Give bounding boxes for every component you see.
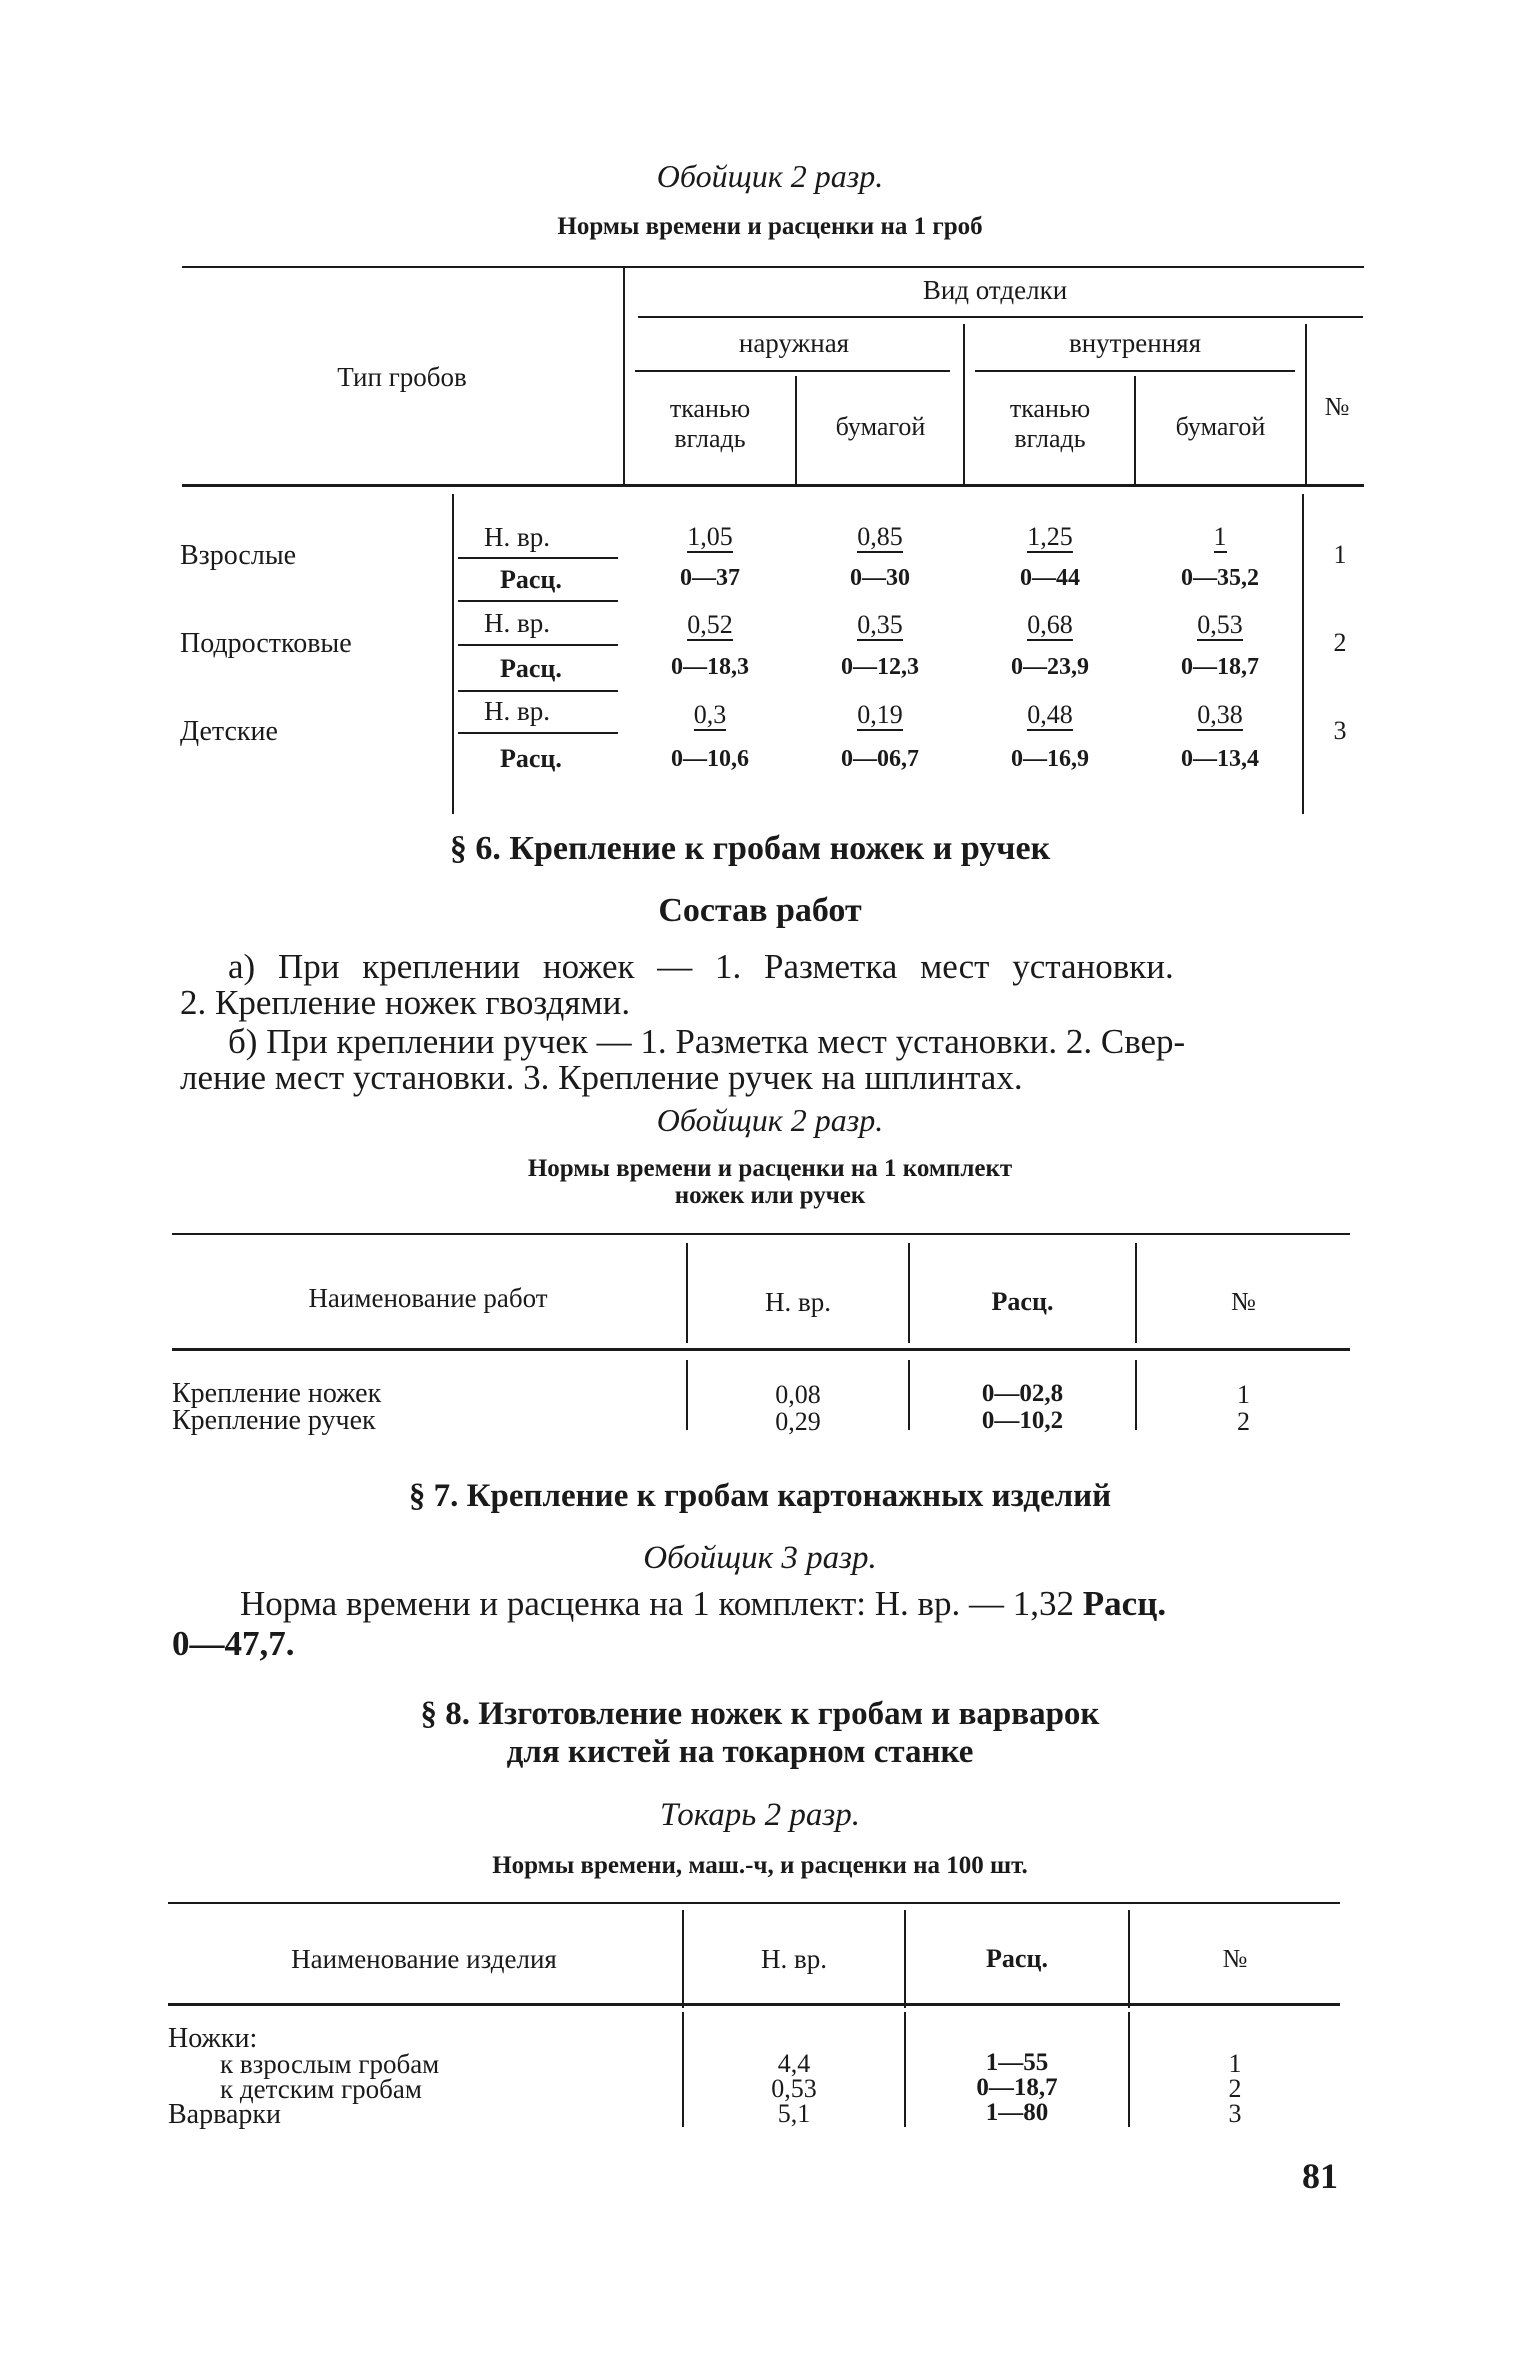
t2-row-name: Крепление ножек xyxy=(172,1378,382,1409)
t1-cell-rasc: 0—10,6 xyxy=(671,746,749,772)
s7-text-rasc: Расц. xyxy=(1082,1584,1167,1623)
s8-heading-1: § 8. Изготовление ножек к гробам и варварок xyxy=(420,1696,1100,1732)
t2-col-nvr: Н. вр. xyxy=(765,1287,831,1317)
s7-text-1 xyxy=(240,1584,1166,1624)
t1-label-rasc: Расц. xyxy=(500,565,562,594)
t3-row-name: Варварки xyxy=(168,2099,281,2130)
t3-col-rasc: Расц. xyxy=(986,1944,1048,1973)
t3-cell-rasc: 1—55 xyxy=(985,2049,1049,2076)
t1-cell-nvr: 1,05 xyxy=(687,522,733,551)
t1-cell-nvr: 0,53 xyxy=(1197,610,1243,639)
t1-row-name: Взрослые xyxy=(180,540,297,571)
s8-worker: Токарь 2 разр. xyxy=(660,1797,860,1833)
t3-row-num: 2 xyxy=(1228,2074,1242,2103)
t1-col-fabric-inner: тканью вгладь xyxy=(1009,394,1091,453)
t3-cell-rasc: 0—18,7 xyxy=(976,2074,1058,2101)
s6-para-a-1: а) При креплении ножек — 1. Разметка мест установки. xyxy=(228,947,1174,986)
t1-cell-nvr: 0,68 xyxy=(1027,610,1073,639)
t1-col-paper-outer: бумагой xyxy=(835,412,926,441)
t3-col-name: Наименование изделия xyxy=(291,1944,557,1974)
s7-worker: Обойщик 3 разр. xyxy=(643,1540,877,1576)
t1-col-type: Тип гробов xyxy=(337,362,467,392)
t3-group: Ножки: xyxy=(168,2023,258,2054)
t1-col-num: № xyxy=(1324,392,1350,421)
page-number: 81 xyxy=(1302,2156,1338,2196)
t1-row-num: 1 xyxy=(1333,540,1347,569)
t1-col-finish: Вид отделки xyxy=(922,275,1068,305)
s6-para-a-2: 2. Крепление ножек гвоздями. xyxy=(180,983,631,1022)
t1-cell-nvr: 1,25 xyxy=(1027,522,1073,551)
t2-row-num: 2 xyxy=(1237,1407,1250,1436)
t1-label-rasc: Расц. xyxy=(500,744,562,773)
t2-cell-nvr: 0,08 xyxy=(775,1380,821,1409)
t1-col-fabric-outer: тканью вгладь xyxy=(669,394,751,453)
t1-cell-rasc: 0—30 xyxy=(850,565,910,591)
t2-col-name: Наименование работ xyxy=(308,1283,548,1313)
t1-label-rasc: Расц. xyxy=(500,654,562,683)
t2-cell-rasc: 0—02,8 xyxy=(981,1380,1064,1407)
t1-row-name: Детские xyxy=(180,716,278,747)
t1-cell-nvr: 0,52 xyxy=(687,610,733,639)
t1-label-nvr: Н. вр. xyxy=(484,608,550,638)
t1-col-outer: наружная xyxy=(738,328,850,358)
t1-cell-nvr: 1 xyxy=(1213,522,1227,551)
t1-cell-rasc: 0—18,3 xyxy=(671,654,749,680)
t1-worker: Обойщик 2 разр. xyxy=(656,158,884,194)
s7-heading: § 7. Крепление к гробам картонажных изделий xyxy=(408,1478,1112,1514)
t3-row-num: 3 xyxy=(1228,2099,1242,2128)
t1-cell-nvr: 0,85 xyxy=(857,522,903,551)
t1-cell-rasc: 0—18,7 xyxy=(1181,654,1259,680)
t1-row-num: 2 xyxy=(1333,628,1347,657)
t1-col-inner: внутренняя xyxy=(1068,328,1202,358)
t1-cell-rasc: 0—13,4 xyxy=(1181,746,1259,772)
t1-cell-nvr: 0,38 xyxy=(1197,700,1243,729)
s8-caption: Нормы времени, маш.-ч, и расценки на 100 шт. xyxy=(492,1852,1028,1879)
t1-row-num: 3 xyxy=(1333,716,1347,745)
s6-heading: § 6. Крепление к гробам ножек и ручек xyxy=(449,830,1051,867)
t3-row-num: 1 xyxy=(1228,2049,1242,2078)
t2-cell-rasc: 0—10,2 xyxy=(981,1407,1064,1434)
t2-row-name: Крепление ручек xyxy=(172,1405,376,1436)
s6-subheading: Состав работ xyxy=(658,892,862,929)
t1-cell-rasc: 0—35,2 xyxy=(1181,565,1259,591)
t1-cell-rasc: 0—06,7 xyxy=(841,746,919,772)
t1-cell-rasc: 0—44 xyxy=(1020,565,1080,591)
t1-cell-nvr: 0,48 xyxy=(1027,700,1073,729)
t3-row-name: к взрослым гробам xyxy=(220,2049,440,2079)
t1-cell-nvr: 0,19 xyxy=(857,700,903,729)
s8-heading-2: для кистей на токарном станке xyxy=(506,1734,974,1770)
s6-para-b-2: ление мест установки. 3. Крепление ручек на шплинтах. xyxy=(180,1058,1023,1097)
t3-cell-nvr: 5,1 xyxy=(777,2099,811,2128)
s6-worker: Обойщик 2 разр. xyxy=(656,1102,884,1138)
t2-cell-nvr: 0,29 xyxy=(775,1407,821,1436)
t1-cell-rasc: 0—23,9 xyxy=(1011,654,1089,680)
t1-row-name: Подростковые xyxy=(180,628,352,659)
t1-col-paper-inner: бумагой xyxy=(1175,412,1266,441)
t3-row-name: к детским гробам xyxy=(220,2074,422,2104)
t3-col-num: № xyxy=(1222,1944,1248,1973)
t2-col-num: № xyxy=(1231,1287,1256,1316)
t1-cell-rasc: 0—37 xyxy=(680,565,740,591)
t1-label-nvr: Н. вр. xyxy=(484,522,550,552)
t2-col-rasc: Расц. xyxy=(991,1287,1054,1316)
t1-cell-rasc: 0—16,9 xyxy=(1011,746,1089,772)
s6-para-b-1: б) При креплении ручек — 1. Разметка мест установки. 2. Свер- xyxy=(228,1022,1186,1061)
t1-cell-nvr: 0,35 xyxy=(857,610,903,639)
t3-cell-rasc: 1—80 xyxy=(985,2099,1049,2126)
s7-text-main: Норма времени и расценка на 1 комплект: Н. вр. — 1,32 xyxy=(240,1584,1075,1623)
t3-cell-nvr: 4,4 xyxy=(777,2049,811,2078)
t3-col-nvr: Н. вр. xyxy=(761,1944,827,1974)
t1-cell-nvr: 0,3 xyxy=(693,700,727,729)
t1-cell-rasc: 0—12,3 xyxy=(841,654,919,680)
t2-row-num: 1 xyxy=(1237,1380,1250,1409)
t3-cell-nvr: 0,53 xyxy=(771,2074,817,2103)
t1-label-nvr: Н. вр. xyxy=(484,696,550,726)
s6-caption-1: Нормы времени и расценки на 1 комплект xyxy=(527,1155,1013,1182)
s7-text-2: 0—47,7. xyxy=(172,1624,295,1663)
s6-caption-2: ножек или ручек xyxy=(674,1182,866,1209)
t1-caption: Нормы времени и расценки на 1 гроб xyxy=(557,213,983,240)
